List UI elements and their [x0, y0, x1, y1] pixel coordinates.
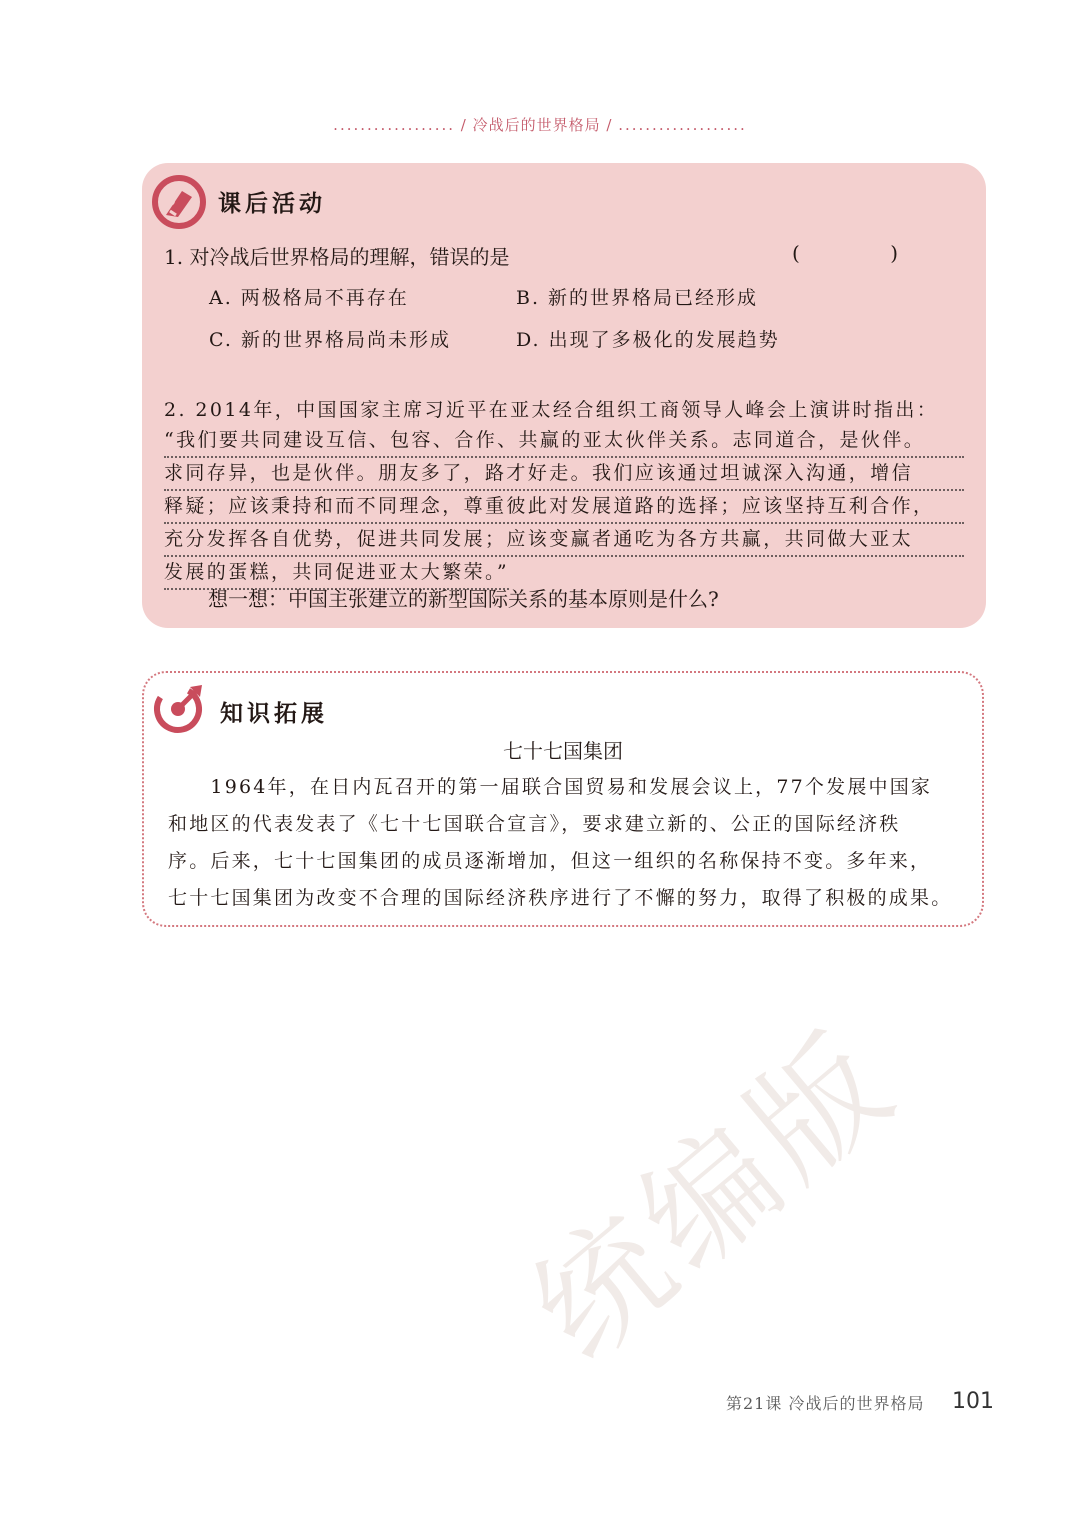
target-arrow-icon	[152, 681, 206, 735]
think-prompt: 想一想：中国主张建立的新型国际关系的基本原则是什么?	[208, 587, 719, 611]
header-dots-left: ..................	[333, 116, 455, 134]
option-b: B. 新的世界格局已经形成	[516, 287, 759, 309]
knowledge-line: 1964年，在日内瓦召开的第一届联合国贸易和发展会议上，77个发展中国家	[168, 776, 933, 798]
quote-line: 充分发挥各自优势，促进共同发展；应该变赢者通吃为各方共赢，共同做大亚太	[164, 524, 964, 557]
quote-line: 求同存异，也是伙伴。朋友多了，路才好走。我们应该通过坦诚深入沟通，增信	[164, 458, 964, 491]
question-1	[164, 241, 964, 270]
question-2-line: 2. 2014年，中国国家主席习近平在亚太经合组织工商领导人峰会上演讲时指出：	[164, 399, 939, 421]
knowledge-extension-box	[142, 671, 984, 927]
footer-lesson: 第21课 冷战后的世界格局	[726, 1394, 925, 1413]
option-d: D. 出现了多极化的发展趋势	[516, 329, 780, 351]
question-2	[164, 395, 964, 590]
knowledge-title: 知识拓展	[220, 701, 328, 727]
quote-line: “我们要共同建设互信、包容、合作、共赢的亚太伙伴关系。志同道合，是伙伴。	[164, 425, 964, 458]
header-title: / 冷战后的世界格局 /	[460, 116, 613, 134]
knowledge-line: 七十七国集团为改变不合理的国际经济秩序进行了不懈的努力，取得了积极的成果。	[168, 887, 953, 909]
quote-line: 发展的蛋糕，共同促进亚太大繁荣。”	[164, 557, 509, 590]
activity-icon	[152, 175, 206, 229]
answer-blank: ( )	[792, 241, 940, 265]
page-number: 101	[952, 1389, 994, 1414]
header-dots-right: ...................	[618, 116, 747, 134]
after-class-activity-box	[142, 163, 986, 628]
option-a: A. 两极格局不再存在	[209, 287, 409, 309]
knowledge-line: 序。后来，七十七国集团的成员逐渐增加，但这一组织的名称保持不变。多年来，	[168, 850, 932, 872]
quote-line: 释疑；应该秉持和而不同理念，尊重彼此对发展道路的选择；应该坚持互利合作，	[164, 491, 964, 524]
knowledge-body	[168, 769, 964, 917]
watermark: 统编版	[505, 1001, 925, 1389]
knowledge-heading: 七十七国集团	[503, 739, 623, 763]
question-1-text: 1. 对冷战后世界格局的理解，错误的是	[164, 245, 510, 269]
knowledge-line: 和地区的代表发表了《七十七国联合宣言》，要求建立新的、公正的国际经济秩	[168, 813, 901, 835]
running-header	[0, 114, 1080, 135]
option-c: C. 新的世界格局尚未形成	[209, 329, 451, 351]
activity-title: 课后活动	[218, 191, 326, 217]
